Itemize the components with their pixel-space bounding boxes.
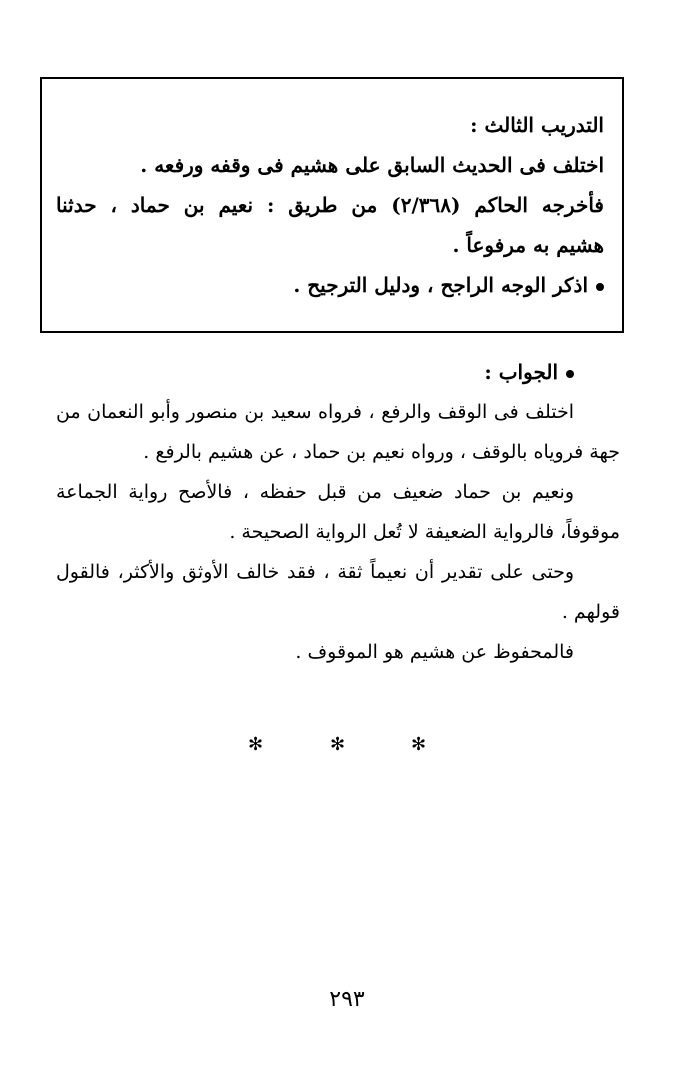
exercise-question-text: اذكر الوجه الراجح ، ودليل الترجيح .	[293, 273, 588, 297]
answer-paragraph-1-line-1: اختلف فى الوقف والرفع ، فرواه سعيد بن منصور وأبو النعمان من	[56, 401, 574, 423]
answer-paragraph-3-line-1: وحتى على تقدير أن نعيماً ثقة ، فقد خالف الأوثق والأكثر، فالقول	[56, 561, 574, 583]
exercise-line-1: اختلف فى الحديث السابق على هشيم فى وقفه ورفعه .	[140, 153, 604, 177]
answer-heading-text: الجواب :	[484, 360, 558, 384]
answer-paragraph-2-line-1: ونعيم بن حماد ضعيف من قبل حفظه ، فالأصح رواية الجماعة	[56, 481, 574, 503]
page-number: ٢٩٣	[329, 987, 365, 1012]
answer-paragraph-2-line-2: موقوفاً، فالرواية الضعيفة لا تُعل الرواية الصحيحة .	[229, 521, 620, 543]
separator-star-icon: ✻	[248, 734, 264, 755]
bullet-icon	[596, 283, 604, 291]
answer-paragraph-4-line-1: فالمحفوظ عن هشيم هو الموقوف .	[295, 641, 574, 663]
section-separator	[0, 730, 694, 760]
answer-paragraph-3-line-2: قولهم .	[561, 601, 620, 623]
bullet-icon	[566, 370, 574, 378]
separator-star-icon: ✻	[411, 734, 427, 755]
exercise-title: التدريب الثالث :	[470, 113, 604, 137]
answer-paragraph-1-line-2: جهة فروياه بالوقف ، ورواه نعيم بن حماد ، عن هشيم بالرفع .	[143, 441, 620, 463]
exercise-line-2: فأخرجه الحاكم (٢/٣٦٨) من طريق : نعيم بن حماد ، حدثنا	[56, 193, 604, 217]
exercise-question	[56, 265, 604, 305]
answer-heading	[56, 352, 620, 392]
exercise-line-3: هشيم به مرفوعاً .	[452, 233, 604, 257]
answer-section	[56, 352, 620, 672]
separator-star-icon: ✻	[330, 734, 346, 755]
exercise-box	[40, 77, 624, 333]
